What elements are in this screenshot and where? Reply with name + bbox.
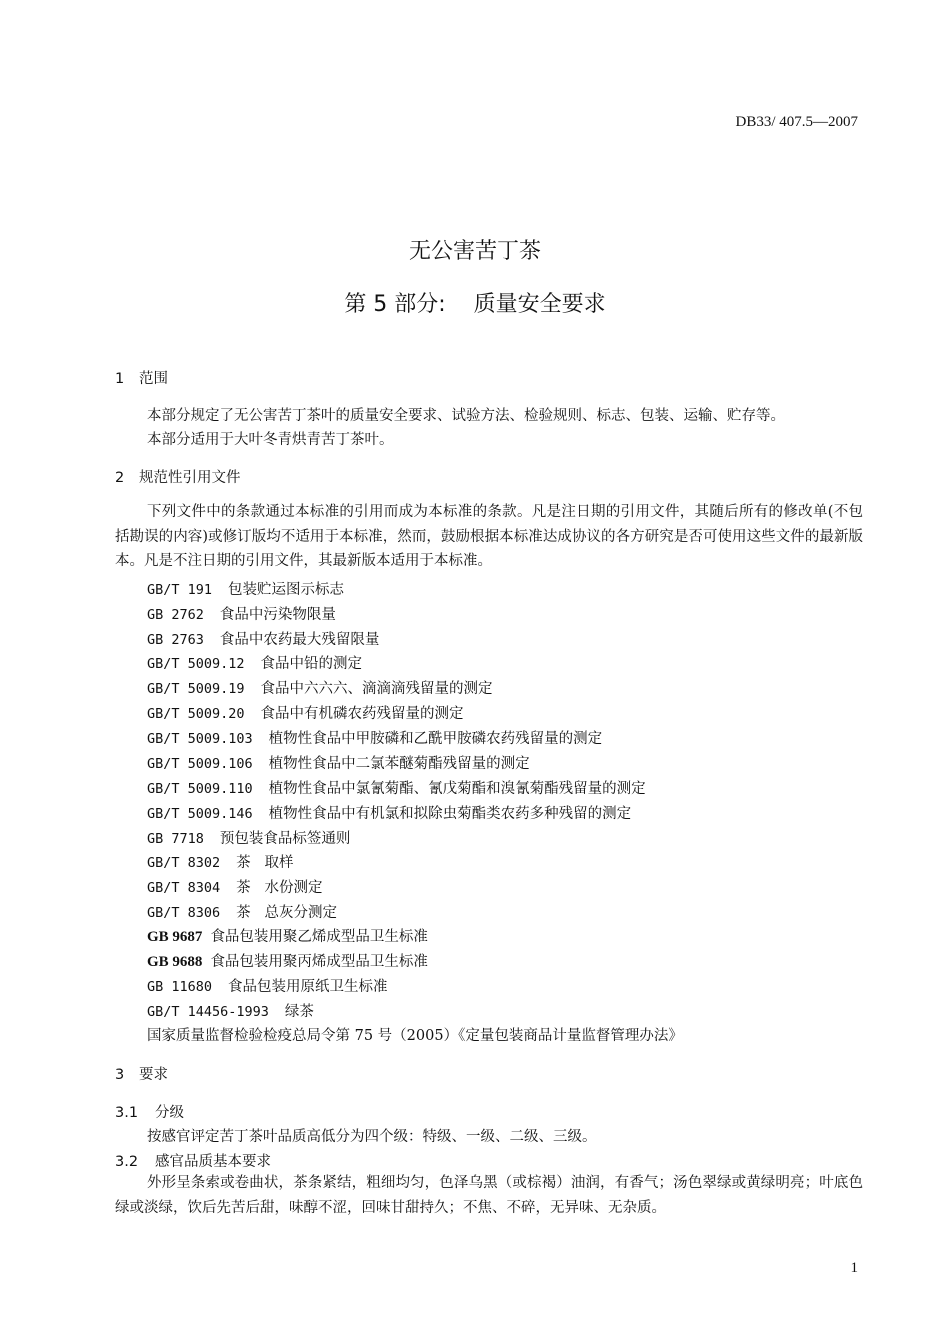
reference-item — [147, 578, 344, 599]
section-title: 规范性引用文件 — [139, 470, 241, 486]
subsection-3-1-text: 按感官评定苦丁茶叶品质高低分为四个级：特级、一级、二级、三级。 — [147, 1129, 597, 1145]
reference-title: 食品中六六六、滴滴滴残留量的测定 — [260, 681, 493, 697]
subsection-number: 3.2 — [115, 1154, 139, 1170]
reference-title: 食品中铅的测定 — [260, 656, 363, 672]
section-number: 3 — [115, 1067, 125, 1083]
reference-title: 食品中农药最大残留限量 — [219, 632, 380, 648]
document-title: 无公害苦丁茶 — [408, 239, 541, 264]
reference-item — [147, 777, 646, 798]
reference-code: GB 9688 — [147, 954, 203, 970]
reference-code: GB/T 8306 — [147, 905, 221, 921]
reference-code: GB 2762 — [147, 607, 204, 623]
section-1-heading — [115, 367, 168, 388]
reference-item — [147, 925, 428, 946]
section-title: 范围 — [139, 371, 168, 387]
reference-item — [147, 802, 631, 823]
reference-item — [147, 901, 337, 922]
reference-title: 植物性食品中甲胺磷和乙酰甲胺磷农药残留量的测定 — [268, 731, 603, 747]
reference-code: GB/T 5009.110 — [147, 781, 253, 797]
reference-item — [147, 950, 428, 971]
section-2-intro: 下列文件中的条款通过本标准的引用而成为本标准的条款。凡是注日期的引用文件，其随后所有的修改单(不包括勘误的内容)或修订版均不适用于本标准，然而，鼓励根据本标准达成协议的各方研究是否可使用这些文件的最新版本。凡是不注日期的引用文件，其最新版本适用于本标准。 — [115, 504, 863, 569]
reference-title: 食品包装用聚乙烯成型品卫生标准 — [210, 929, 428, 945]
document-code: DB33/ 407.5—2007 — [735, 114, 858, 130]
section-2-heading — [115, 466, 241, 487]
document-subtitle: 第 5 部分: 质量安全要求 — [344, 292, 606, 317]
reference-title: 植物性食品中氯氰菊酯、氰戊菊酯和溴氰菊酯残留量的测定 — [268, 781, 646, 797]
reference-code: GB/T 5009.103 — [147, 731, 253, 747]
reference-title: 绿茶 — [284, 1004, 314, 1020]
reference-item — [147, 727, 602, 748]
reference-code: GB 7718 — [147, 831, 204, 847]
reference-item — [147, 975, 388, 996]
reference-code: GB/T 8302 — [147, 855, 221, 871]
reference-code: GB/T 5009.146 — [147, 806, 253, 822]
reference-title: 茶 取样 — [236, 855, 294, 871]
reference-title: 茶 总灰分测定 — [236, 905, 337, 921]
reference-title: 食品中有机磷农药残留量的测定 — [260, 706, 464, 722]
reference-item — [147, 876, 322, 897]
reference-title: 食品包装用原纸卫生标准 — [228, 979, 388, 995]
section-number: 2 — [115, 470, 125, 486]
subsection-3-2-text: 外形呈条索或卷曲状，茶条紧结，粗细均匀，色泽乌黑（或棕褐）油润，有香气；汤色翠绿或黄绿明亮；叶底色绿或淡绿，饮后先苦后甜，味醇不涩，回味甘甜持久；不焦、不碎，无异味、无杂质。 — [115, 1175, 863, 1216]
reference-title: 食品包装用聚丙烯成型品卫生标准 — [210, 954, 428, 970]
subsection-number: 3.1 — [115, 1105, 139, 1121]
reference-code: GB/T 191 — [147, 582, 213, 598]
reference-item — [147, 827, 350, 848]
reference-item — [147, 603, 336, 624]
reference-title: 植物性食品中二氯苯醚菊酯残留量的测定 — [268, 756, 530, 772]
section-title: 要求 — [139, 1067, 168, 1083]
reference-code: GB 9687 — [147, 929, 203, 945]
subsection-title: 分级 — [155, 1105, 184, 1121]
reference-decree: 国家质量监督检验检疫总局令第 75 号（2005）《定量包装商品计量监督管理办法》 — [147, 1028, 683, 1044]
reference-code: GB/T 5009.19 — [147, 681, 245, 697]
reference-code: GB/T 5009.106 — [147, 756, 253, 772]
reference-code: GB/T 5009.20 — [147, 706, 245, 722]
reference-item — [147, 752, 530, 773]
reference-title: 食品中污染物限量 — [219, 607, 336, 623]
reference-title: 预包装食品标签通则 — [219, 831, 351, 847]
reference-title: 包装贮运图示标志 — [228, 582, 345, 598]
section-1-line-2: 本部分适用于大叶冬青烘青苦丁茶叶。 — [147, 432, 394, 448]
reference-code: GB 2763 — [147, 632, 204, 648]
subsection-3-1-heading — [115, 1101, 184, 1122]
reference-title: 植物性食品中有机氯和拟除虫菊酯类农药多种残留的测定 — [268, 806, 632, 822]
section-number: 1 — [115, 371, 125, 387]
reference-title: 茶 水份测定 — [236, 880, 323, 896]
subsection-3-2-heading — [115, 1150, 271, 1171]
reference-item — [147, 628, 379, 649]
page-number: 1 — [850, 1260, 858, 1276]
subsection-title: 感官品质基本要求 — [155, 1154, 271, 1170]
reference-item — [147, 652, 362, 673]
reference-code: GB/T 14456-1993 — [147, 1004, 269, 1020]
reference-code: GB/T 8304 — [147, 880, 221, 896]
reference-code: GB/T 5009.12 — [147, 656, 245, 672]
reference-item — [147, 1000, 314, 1021]
reference-item — [147, 851, 293, 872]
reference-item — [147, 702, 464, 723]
section-1-line-1: 本部分规定了无公害苦丁茶叶的质量安全要求、试验方法、检验规则、标志、包装、运输、贮存等。 — [147, 408, 785, 424]
section-3-heading — [115, 1063, 168, 1084]
reference-item — [147, 677, 493, 698]
reference-code: GB 11680 — [147, 979, 213, 995]
